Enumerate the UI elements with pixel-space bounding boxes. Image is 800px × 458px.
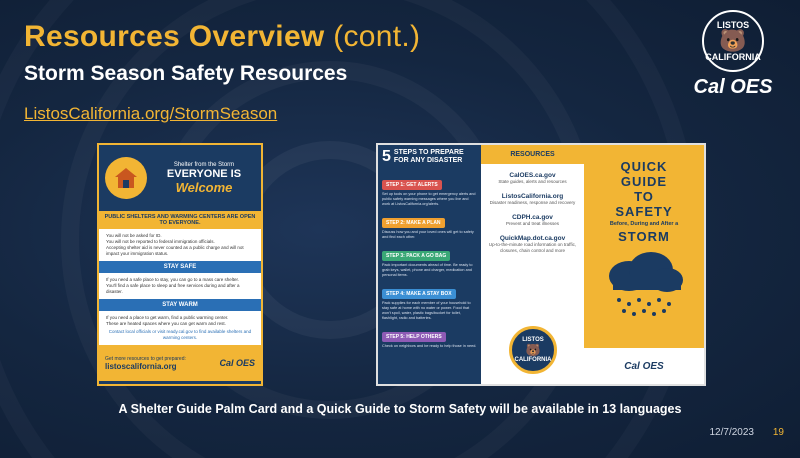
- step-4: STEP 4: MAKE A STAY BOX Pack supplies for each member of your household to stay safe at home with no water or power. Food that won't spoil, water, plastic bags/bucket for toilet, flashlight, radio and batteries.: [382, 291, 471, 320]
- title-suffix: (cont.): [333, 20, 421, 53]
- guide-storm: STORM: [618, 229, 670, 244]
- step-2: STEP 2: MAKE A PLAN Discuss how you and your loved ones will get to safety and find each other.: [382, 220, 474, 239]
- guide-title-line: TO: [634, 189, 654, 204]
- stay-warm-heading: STAY WARM: [99, 299, 261, 311]
- cal-oes-logo: [688, 10, 778, 99]
- step-1: STEP 1: GET ALERTS Set up tools on your phone to get emergency alerts and public safety warning messages where you live and work at ListosCalifornia.org/alerts.: [382, 182, 476, 206]
- stay-safe-block: If you need a safe place to stay, you can go to a mass care shelter. You'll find a safe place to sleep and free services during and after a disaster.: [99, 273, 261, 299]
- shelter-info-block: You will not be asked for ID. You will not be reported to federal immigration officials. Accepting shelter aid is never counted as a public charge and will not impact your immigration status.: [99, 229, 261, 261]
- shelter-palm-card: [97, 143, 263, 386]
- guide-title-line: QUICK: [620, 159, 668, 174]
- resources-heading: RESOURCES: [481, 145, 584, 164]
- house-icon: [105, 157, 147, 199]
- guide-title-line: SAFETY: [615, 204, 673, 219]
- cal-oes-text: Cal OES: [693, 76, 773, 98]
- shelter-headline: EVERYONE IS: [166, 167, 242, 180]
- storm-cloud-icon: [599, 248, 689, 318]
- resource-item: CalOES.ca.gov State guides, alerts and resources: [498, 172, 567, 184]
- shelter-band: PUBLIC SHELTERS AND WARMING CENTERS ARE OPEN TO EVERYONE.: [99, 211, 261, 229]
- title-text: Resources Overview: [24, 20, 325, 53]
- storm-season-link[interactable]: ListosCalifornia.org/StormSeason: [24, 104, 278, 123]
- quick-guide-card: [376, 143, 706, 386]
- shelter-kicker: Shelter from the Storm: [173, 161, 235, 168]
- footer-org: Cal OES: [219, 358, 255, 368]
- slide-date: 12/7/2023: [709, 427, 754, 438]
- resource-item: CDPH.ca.gov Prevent and treat illnesses: [505, 214, 560, 226]
- shelter-card-footer: [99, 345, 261, 381]
- step-5: STEP 5: HELP OTHERS Check on neighbors and be ready to help those in need.: [382, 334, 477, 348]
- guide-footer-org: Cal OES: [624, 360, 664, 372]
- slide-title: [24, 20, 420, 54]
- slide-subtitle: Storm Season Safety Resources: [24, 62, 348, 85]
- steps-heading: 5 STEPS TO PREPARE FOR ANY DISASTER: [382, 148, 464, 165]
- slide-caption: A Shelter Guide Palm Card and a Quick Guide to Storm Safety will be available in 13 languages: [118, 402, 682, 416]
- steps-panel: [378, 145, 481, 384]
- listos-seal-icon: LISTOS 🐻 CALIFORNIA: [702, 10, 764, 72]
- shelter-card-header: [99, 145, 261, 211]
- slide-number: 19: [772, 427, 784, 438]
- guide-title-panel: [584, 145, 704, 384]
- stay-warm-block: If you need a place to get warm, find a public warming center. These are heated spaces where you can get warm and rest. Contact local officials or visit ready.cal.gov to find available shelters and warming centers.: [99, 311, 261, 345]
- guide-before-during: Before, During and After a: [609, 221, 679, 227]
- resource-item: QuickMap.dot.ca.gov Up-to-the-minute road information on traffic, closures, chain control and more: [488, 235, 577, 253]
- footer-label: Get more resources to get prepared:: [105, 355, 186, 362]
- guide-footer: [584, 348, 704, 384]
- resource-item: ListosCalifornia.org Disaster readiness, response and recovery: [489, 193, 576, 205]
- guide-title-line: GUIDE: [620, 174, 668, 189]
- shelter-headline-script: Welcome: [175, 179, 233, 195]
- resources-panel: [481, 145, 584, 384]
- footer-url: listoscalifornia.org: [105, 361, 177, 371]
- step-3: STEP 3: PACK A GO BAG Pack important documents ahead of time. Be ready to grab keys, wallet, phone and charger, medication and personal items.: [382, 253, 473, 277]
- listos-seal-icon: LISTOS 🐻 CALIFORNIA: [509, 326, 557, 374]
- stay-safe-heading: STAY SAFE: [99, 261, 261, 273]
